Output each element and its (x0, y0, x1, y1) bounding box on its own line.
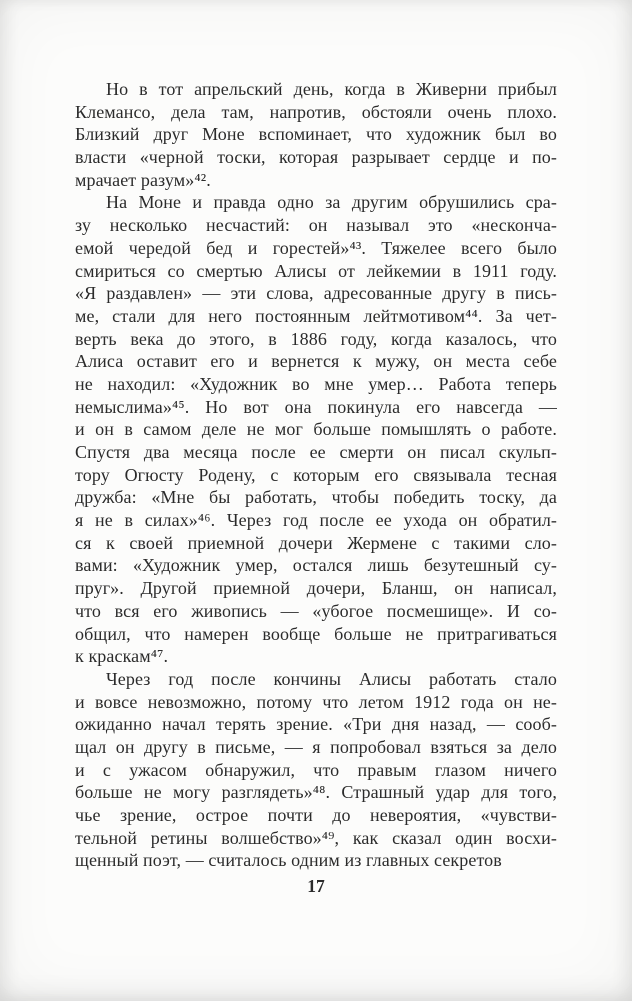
text-line: мрачает разум»⁴². (75, 169, 211, 190)
text-line: не находил: «Художник во мне умер… Работа теперь (75, 373, 557, 394)
text-line: «Я раздавлен» — эти слова, адресованные другу в пись- (75, 283, 557, 304)
paragraph (75, 668, 557, 872)
text-line: Близкий друг Моне вспоминает, что художник был во (75, 124, 557, 145)
text-line: больше не могу разглядеть»⁴⁸. Страшный удар для того, (75, 782, 557, 803)
text-line: власти «черной тоски, которая разрывает сердце и по- (75, 147, 557, 168)
text-line: На Моне и правда одно за другим обрушились сра- (106, 192, 557, 213)
text-line: немыслима»⁴⁵. Но вот она покинула его навсегда — (75, 396, 557, 417)
text-line: я не в силах»⁴⁶. Через год после ее ухода он обратил- (75, 510, 557, 531)
text-line: вами: «Художник умер, остался лишь безутешный су- (75, 555, 557, 576)
text-line: верть века до этого, в 1886 году, когда казалось, что (75, 328, 557, 349)
text-line: что вся его живопись — «убогое посмешище». И со- (75, 600, 557, 621)
text-line: Спустя два месяца после ее смерти он писал скульп- (75, 442, 557, 462)
text-line: тельной ретины волшебство»⁴⁹, как сказал один восхи- (75, 827, 557, 848)
text-line: и вовсе невозможно, потому что летом 1912 года он не- (75, 691, 557, 712)
text-line: дружба: «Мне бы работать, чтобы победить тоску, да (75, 487, 557, 508)
text-line: зу несколько несчастий: он называл это «несконча- (75, 215, 557, 236)
text-line: Через год после кончины Алисы работать стало (106, 668, 557, 689)
text-line: ме, стали для него постоянным лейтмотивом⁴⁴. За чет- (75, 305, 557, 326)
text-line: щенный поэт, — считалось одним из главных секретов (75, 850, 502, 871)
text-line: чье зрение, острое почти до невероятия, «чувстви- (75, 805, 557, 825)
text-line: смириться со смертью Алисы от лейкемии в 1911 году. (75, 260, 557, 281)
text-block (75, 78, 557, 872)
text-line: пруг». Другой приемной дочери, Бланш, он написал, (75, 578, 557, 599)
text-line: ся к своей приемной дочери Жермене с такими сло- (75, 532, 557, 553)
paragraph (75, 191, 557, 667)
text-line: Но в тот апрельский день, когда в Живерни прибыл (106, 79, 557, 99)
text-line: ожиданно начал терять зрение. «Три дня назад, — сооб- (75, 714, 557, 735)
text-line: к краскам⁴⁷. (75, 646, 169, 667)
text-line: тору Огюсту Родену, с которым его связывала тесная (75, 464, 557, 485)
page-number: 17 (307, 876, 325, 896)
text-line: Клемансо, дела там, напротив, обстояли очень плохо. (75, 101, 557, 122)
text-line: Алиса оставит его и вернется к мужу, он места себе (75, 351, 557, 372)
text-line: общил, что намерен вообще больше не притрагиваться (75, 623, 557, 644)
paragraph (75, 78, 557, 191)
text-line: емой чередой бед и горестей»⁴³. Тяжелее всего было (75, 237, 557, 258)
text-line: и с ужасом обнаружил, что правым глазом ничего (75, 759, 557, 780)
text-line: и он в самом деле не мог больше помышлять о работе. (75, 419, 557, 440)
text-line: щал он другу в письме, — я попробовал взяться за дело (75, 736, 557, 757)
